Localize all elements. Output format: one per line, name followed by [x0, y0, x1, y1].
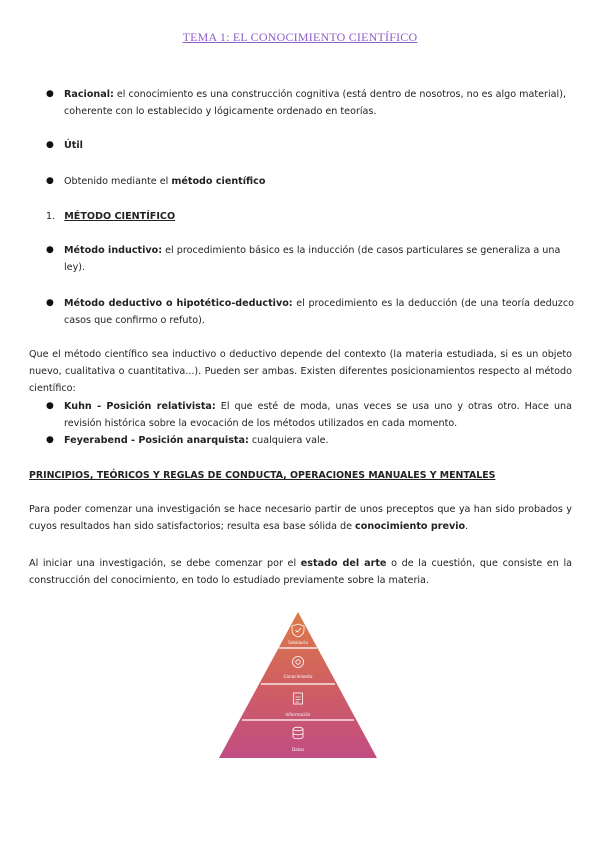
paragraph-conocimiento-previo	[29, 501, 572, 535]
bullet-feyerabend	[64, 432, 329, 449]
bullet-glyph: ●	[46, 298, 54, 308]
section-label: PRINCIPIOS, TEÓRICOS Y REGLAS DE CONDUCTA, OPERACIONES MANUALES Y MENTALES	[29, 470, 496, 481]
pyramid-graphic	[217, 610, 379, 760]
bold-term: conocimiento previo	[355, 521, 466, 532]
paragraph-text: o de la cuestión, que consiste en la construcción del conocimiento, en todo lo estudiado previamente sobre la materia.	[29, 558, 572, 586]
section-heading-principios	[29, 467, 495, 484]
paragraph-contexto: Que el método científico sea inductivo o deductivo depende del contexto (la materia estudiada, si es un objeto nuevo, cualitativa o cuantitativa...). Pueden ser ambas. Existen diferentes posicionamientos respecto al método científico:	[29, 349, 572, 394]
bullet-util	[64, 137, 83, 154]
bold-term: Feyerabend - Posición anarquista:	[64, 435, 249, 446]
page-title: TEMA 1: EL CONOCIMIENTO CIENTÍFICO	[182, 30, 418, 44]
bold-term: método científico	[171, 176, 266, 187]
bold-term: Método inductivo:	[64, 245, 163, 256]
pyramid-shape	[219, 612, 377, 758]
bullet-text: el procedimiento básico es la inducción (de casos particulares se generaliza a una ley).	[64, 245, 561, 273]
paragraph-text: Al iniciar una investigación, se debe comenzar por el	[29, 558, 301, 569]
bullet-text: el conocimiento es una construcción cognitiva (está dentro de nosotros, no es algo material), coherente con lo establecido y lógicamente ordenado en teorías.	[64, 89, 566, 117]
bold-term: estado del arte	[300, 558, 387, 569]
bullet-inductivo	[64, 242, 574, 276]
bullet-text: El que esté de moda, unas veces se usa uno y otras otro. Hace una revisión histórica sobre la evocación de los métodos utilizados en cada momento.	[64, 401, 572, 429]
bullet-glyph: ●	[46, 245, 54, 255]
pyramid-level-label: Datos	[291, 747, 305, 752]
bold-term: Kuhn - Posición relativista:	[64, 401, 216, 412]
pyramid-level-label: Sabiduría	[288, 640, 308, 645]
bullet-racional	[64, 86, 574, 120]
knowledge-pyramid	[217, 610, 379, 760]
bullet-obtenido	[64, 173, 265, 190]
bullet-deductivo	[64, 295, 574, 329]
pyramid-level-label: Conocimiento	[283, 674, 313, 679]
pyramid-level-label: Información	[285, 712, 311, 717]
bullet-text: Obtenido mediante el	[64, 176, 172, 187]
paragraph-estado-del-arte	[29, 555, 572, 589]
paragraph-text: Para poder comenzar una investigación se hace necesario partir de unos preceptos que ya han sido probados y cuyos resultados han sido satisfactorios; resulta esa base sólida de	[29, 504, 572, 532]
section-number: 1.	[46, 211, 56, 222]
paragraph-end: .	[465, 521, 469, 532]
section-label: MÉTODO CIENTÍFICO	[64, 211, 176, 222]
bullet-glyph: ●	[46, 89, 54, 99]
bold-term: Útil	[64, 140, 83, 151]
bullet-text: el procedimiento es la deducción (de una teoría deduzco casos que confirmo o refuto).	[64, 298, 574, 326]
bullet-glyph: ●	[46, 140, 54, 150]
bullet-glyph: ●	[46, 401, 54, 411]
bullet-kuhn	[64, 398, 572, 432]
section-heading-metodo	[46, 208, 175, 225]
bold-term: Método deductivo o hipotético-deductivo:	[64, 298, 293, 309]
bullet-text: cualquiera vale.	[248, 435, 329, 446]
bold-term: Racional:	[64, 89, 114, 100]
bullet-glyph: ●	[46, 435, 54, 445]
bullet-glyph: ●	[46, 176, 54, 186]
